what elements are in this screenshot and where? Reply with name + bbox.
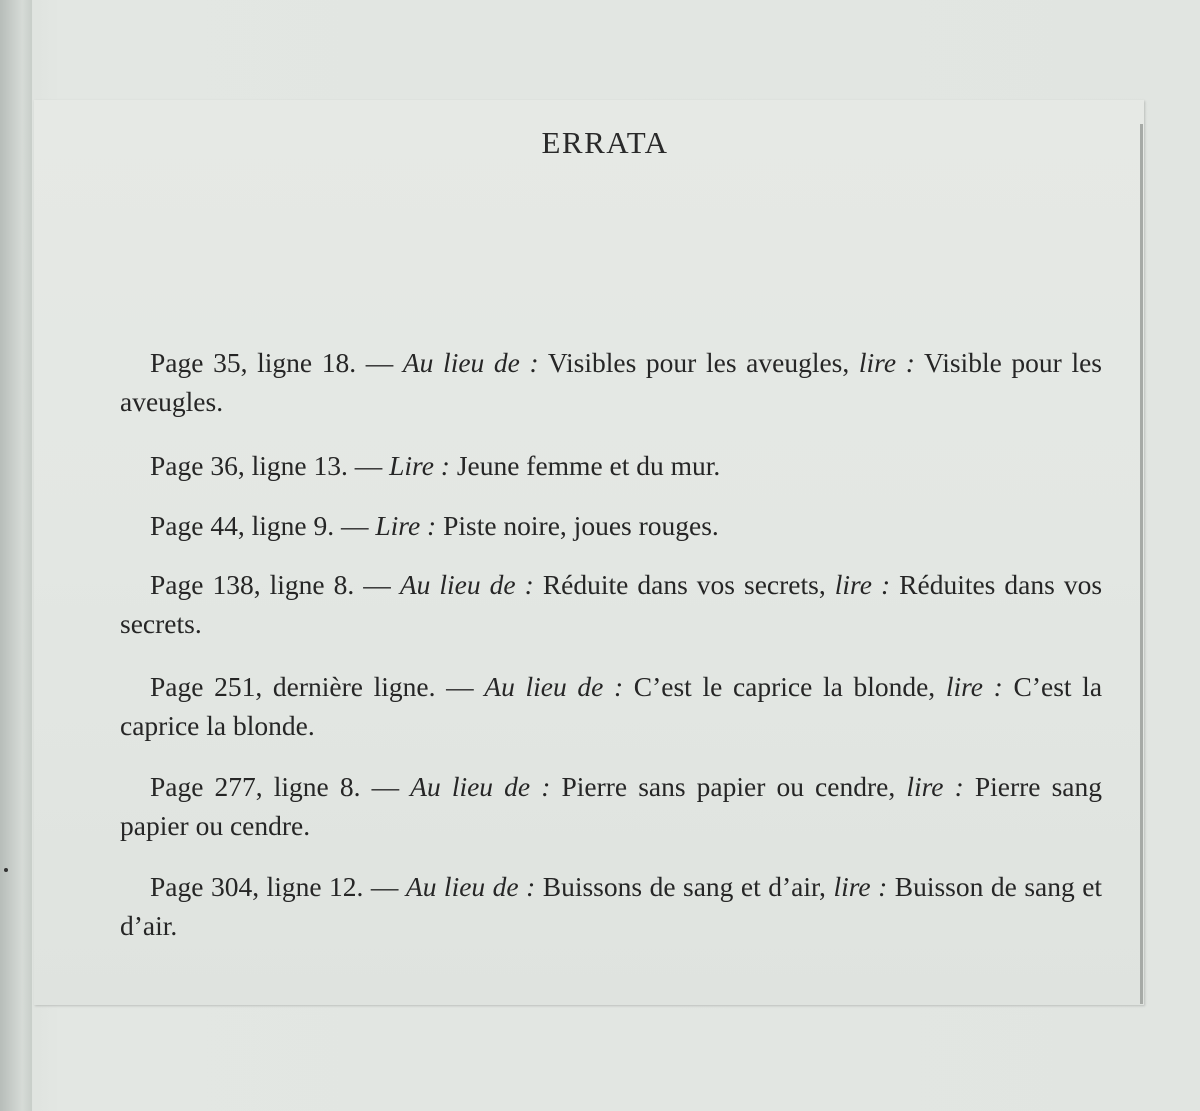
errata-entry [120,767,1102,845]
correct-text: Piste noire, joues rouges. [443,510,719,541]
wrong-text: Visibles pour les aveugles, [547,347,850,378]
instead-label: Au lieu de : [405,871,536,902]
instead-label: Au lieu de : [484,671,624,702]
entry-ref: Page 277, ligne 8. — [150,771,400,802]
read-label: Lire : [389,450,450,481]
correct-text: Pierre sang papier ou cendre. [120,771,1102,841]
read-label: lire : [858,347,915,378]
entry-ref: Page 44, ligne 9. — [150,510,369,541]
instead-label: Au lieu de : [402,347,539,378]
read-label: Lire : [375,510,437,541]
wrong-text: C’est le caprice la blonde, [633,671,936,702]
errata-slip-edge [1140,124,1143,1004]
wrong-text: Pierre sans papier ou cendre, [561,771,896,802]
entry-ref: Page 304, ligne 12. — [150,871,399,902]
correct-text: Jeune femme et du mur. [456,450,721,481]
errata-entry [120,565,1102,643]
errata-entry [120,343,1102,421]
wrong-text: Buissons de sang et d’air, [542,871,826,902]
paper-speck [4,868,8,872]
errata-entry [120,446,1102,485]
read-label: lire : [834,569,891,600]
instead-label: Au lieu de : [410,771,551,802]
entry-ref: Page 138, ligne 8. — [150,569,391,600]
entry-ref: Page 35, ligne 18. — [150,347,394,378]
correct-text: Visible pour les aveugles. [120,347,1103,417]
errata-entry [120,506,1102,545]
instead-label: Au lieu de : [399,569,534,600]
correct-text: C’est la caprice la blonde. [120,671,1103,741]
correct-text: Réduites dans vos secrets. [120,569,1103,639]
read-label: lire : [906,771,964,802]
errata-title: ERRATA [541,125,669,160]
correct-text: Buisson de sang et d’air. [120,871,1103,941]
errata-entry [120,667,1102,745]
errata-entry [120,867,1102,945]
entry-ref: Page 251, dernière ligne. — [150,671,474,702]
wrong-text: Réduite dans vos secrets, [542,569,826,600]
read-label: lire : [945,671,1003,702]
underlying-page-edge [0,0,32,1111]
read-label: lire : [833,871,888,902]
entry-ref: Page 36, ligne 13. — [150,450,383,481]
